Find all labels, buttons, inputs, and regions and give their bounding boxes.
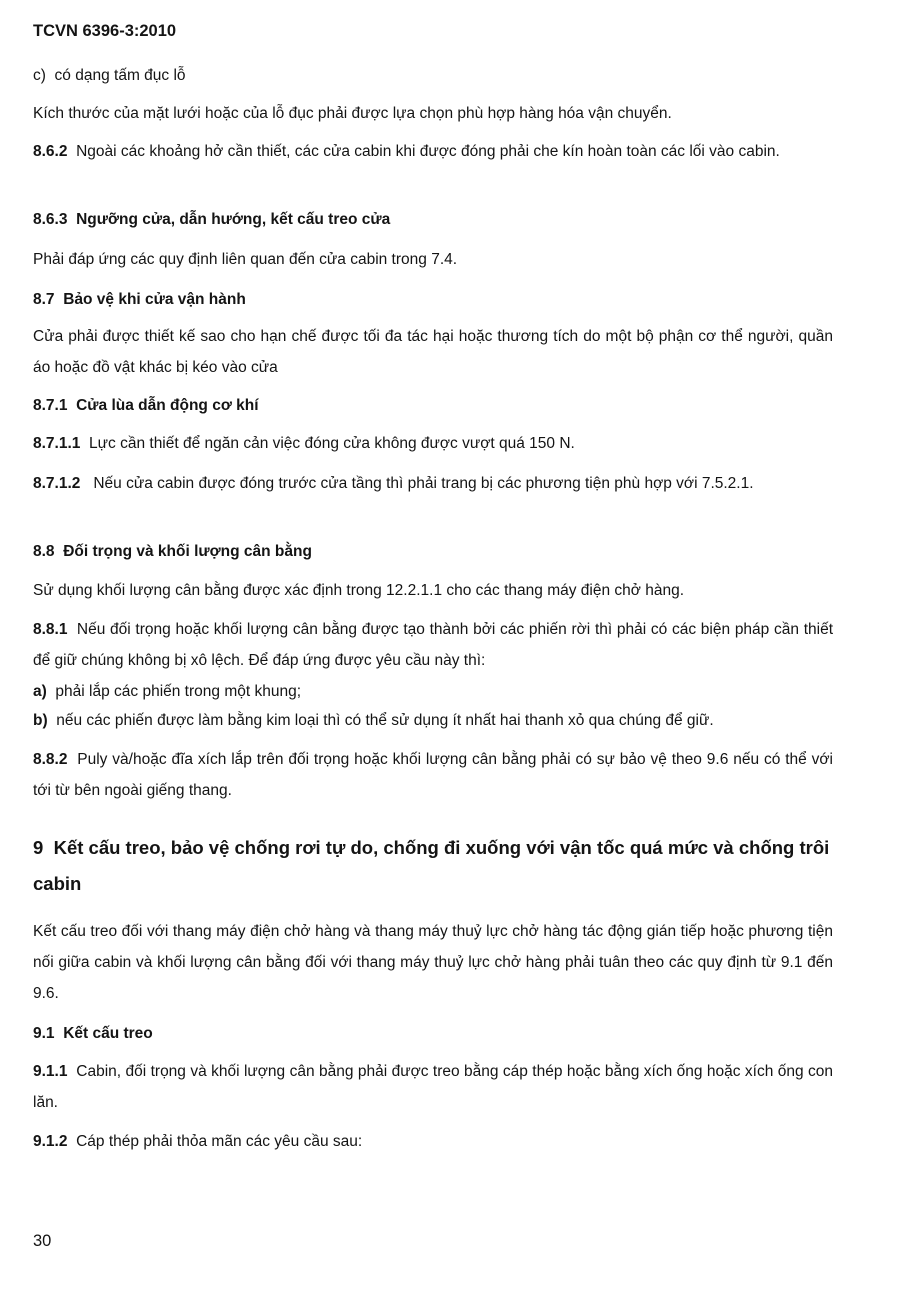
clause-text: Cáp thép phải thỏa mãn các yêu cầu sau: xyxy=(76,1133,363,1150)
heading-8-7-1 xyxy=(33,390,833,421)
clause-8-7-1-2 xyxy=(33,468,833,499)
clause-number: 8.6.2 xyxy=(33,143,68,160)
clause-8-7-1-1 xyxy=(33,428,833,459)
heading-title: Ngưỡng cửa, dẫn hướng, kết cấu treo cửa xyxy=(76,211,391,228)
list-text: nếu các phiến được làm bằng kim loại thì có thể sử dụng ít nhất hai thanh xỏ qua chúng để giữ. xyxy=(56,712,714,729)
clause-number: 8.8.2 xyxy=(33,751,68,768)
heading-9 xyxy=(33,830,833,902)
clause-number: 8.6.3 xyxy=(33,211,68,228)
clause-number: 8.7.1 xyxy=(33,397,68,414)
heading-title: Cửa lùa dẫn động cơ khí xyxy=(76,397,259,414)
clause-8-8-2 xyxy=(33,744,833,806)
clause-text: Lực cần thiết để ngăn cản việc đóng cửa không được vượt quá 150 N. xyxy=(89,435,575,452)
clause-number: 9 xyxy=(33,837,44,858)
clause-number: 9.1 xyxy=(33,1025,55,1042)
heading-8-8 xyxy=(33,536,833,567)
clause-text: Cabin, đối trọng và khối lượng cân bằng phải được treo bằng cáp thép hoặc bằng xích ống hoặc xích ống con lăn. xyxy=(33,1063,833,1111)
clause-number: 8.7 xyxy=(33,291,55,308)
heading-title: Bảo vệ khi cửa vận hành xyxy=(63,291,246,308)
clause-number: 8.8.1 xyxy=(33,621,68,638)
paragraph-8-6-3: Phải đáp ứng các quy định liên quan đến cửa cabin trong 7.4. xyxy=(33,251,458,268)
list-item-c xyxy=(33,60,833,91)
clause-8-6-2 xyxy=(33,136,833,167)
list-label: c) xyxy=(33,67,46,84)
clause-9-1-1 xyxy=(33,1056,833,1118)
clause-number: 9.1.2 xyxy=(33,1133,68,1150)
clause-text: Puly và/hoặc đĩa xích lắp trên đối trọng hoặc khối lượng cân bằng phải có sự bảo vệ theo 9.6 nếu có thể với tới từ bên ngoài giếng thang. xyxy=(33,751,833,799)
heading-8-6-3 xyxy=(33,204,833,235)
page-number: 30 xyxy=(33,1232,52,1250)
heading-9-1 xyxy=(33,1018,833,1049)
list-item-b xyxy=(33,705,833,736)
list-text: có dạng tấm đục lỗ xyxy=(54,67,186,84)
paragraph-8-7: Cửa phải được thiết kế sao cho hạn chế được tối đa tác hại hoặc thương tích do một bộ phận cơ thể người, quần áo hoặc đồ vật khác bị kéo vào cửa xyxy=(33,328,833,376)
heading-title: Đối trọng và khối lượng cân bằng xyxy=(63,543,312,560)
list-label: a) xyxy=(33,683,47,700)
heading-title: Kết cấu treo xyxy=(63,1025,153,1042)
clause-9-1-2 xyxy=(33,1126,833,1157)
heading-title: Kết cấu treo, bảo vệ chống rơi tự do, chống đi xuống với vận tốc quá mức và chống trôi cabin xyxy=(33,837,830,894)
list-label: b) xyxy=(33,712,48,729)
clause-text: Nếu cửa cabin được đóng trước cửa tầng thì phải trang bị các phương tiện phù hợp với 7.5.2.1. xyxy=(93,475,754,492)
paragraph-8-8: Sử dụng khối lượng cân bằng được xác định trong 12.2.1.1 cho các thang máy điện chở hàng. xyxy=(33,582,685,599)
clause-text: Nếu đối trọng hoặc khối lượng cân bằng được tạo thành bởi các phiến rời thì phải có các biện pháp cần thiết để giữ chúng không bị xô lệch. Để đáp ứng được yêu cầu này thì: xyxy=(33,621,833,669)
clause-number: 9.1.1 xyxy=(33,1063,68,1080)
clause-number: 8.8 xyxy=(33,543,55,560)
standard-header: TCVN 6396-3:2010 xyxy=(33,22,177,40)
paragraph-9: Kết cấu treo đối với thang máy điện chở hàng và thang máy thuỷ lực chở hàng tác động gián tiếp hoặc phương tiện nối giữa cabin và khối lượng cân bằng đối với thang máy thuỷ lực chở hàng phải tuân theo các quy định từ 9.1 đến 9.6. xyxy=(33,923,833,1002)
clause-8-8-1 xyxy=(33,614,833,676)
paragraph-size: Kích thước của mặt lưới hoặc của lỗ đục phải được lựa chọn phù hợp hàng hóa vận chuyển. xyxy=(33,105,672,122)
list-text: phải lắp các phiến trong một khung; xyxy=(55,683,301,700)
clause-text: Ngoài các khoảng hở cần thiết, các cửa cabin khi được đóng phải che kín hoàn toàn các lối vào cabin. xyxy=(76,143,780,160)
clause-number: 8.7.1.2 xyxy=(33,475,81,492)
clause-number: 8.7.1.1 xyxy=(33,435,81,452)
list-item-a xyxy=(33,676,833,707)
heading-8-7 xyxy=(33,284,833,315)
